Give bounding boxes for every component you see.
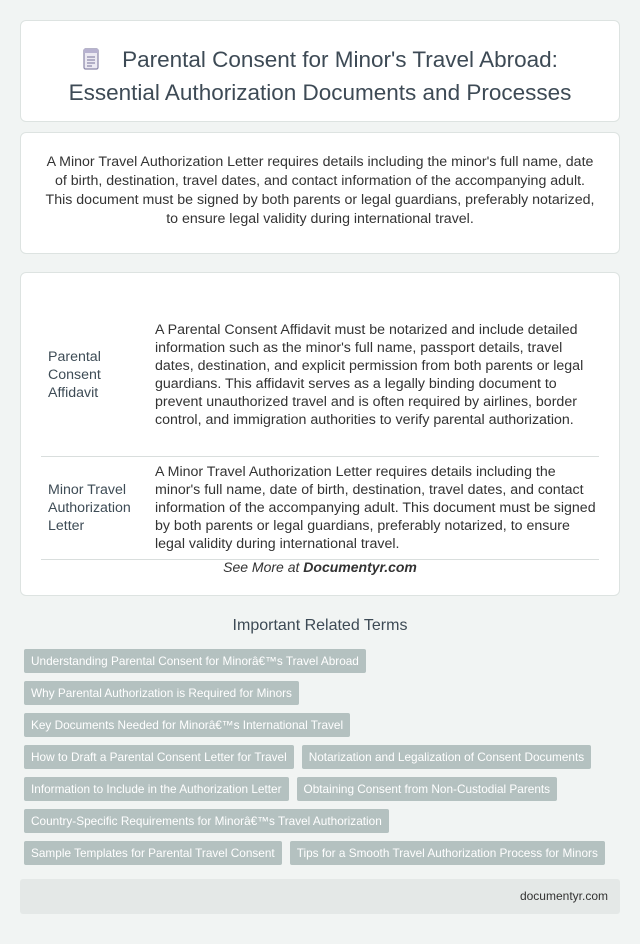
- related-term-tag[interactable]: How to Draft a Parental Consent Letter for Travel: [24, 745, 294, 769]
- related-term-tag[interactable]: Sample Templates for Parental Travel Consent: [24, 841, 282, 865]
- related-term-tag[interactable]: Understanding Parental Consent for Minorâ€™s Travel Abroad: [24, 649, 366, 673]
- term-cell: Parental Consent Affidavit: [41, 295, 151, 456]
- footer: [20, 879, 620, 914]
- footer-site-link[interactable]: documentyr.com: [519, 889, 608, 903]
- related-terms-list: [24, 649, 624, 873]
- table-row: [41, 295, 599, 456]
- related-terms-heading: Important Related Terms: [232, 617, 408, 634]
- title-line-2: Essential Authorization Documents and Processes: [68, 80, 572, 105]
- related-term-tag[interactable]: Notarization and Legalization of Consent Documents: [302, 745, 591, 769]
- description-cell: A Parental Consent Affidavit must be notarized and include detailed information such as the minor's full name, passport details, travel dates, destination, and explicit permission from both parents or legal guardians. This affidavit serves as a legally binding document to prevent unauthorized travel and is often required by airlines, border control, and immigration authorities to verify parental authorization.: [151, 295, 599, 456]
- see-more-site[interactable]: Documentyr.com: [303, 559, 417, 575]
- related-term-tag[interactable]: Why Parental Authorization is Required for Minors: [24, 681, 299, 705]
- see-more-link[interactable]: [21, 559, 619, 575]
- title-line-1: Parental Consent for Minor's Travel Abroad:: [122, 47, 558, 72]
- document-icon: [82, 48, 100, 78]
- title-card: [20, 20, 620, 122]
- description-cell: A Minor Travel Authorization Letter requires details including the minor's full name, date of birth, destination, travel dates, and contact information of the accompanying adult. This document must be signed by both parents or legal guardians, preferably notarized, to ensure legal validity during international travel.: [151, 456, 599, 559]
- related-term-tag[interactable]: Key Documents Needed for Minorâ€™s International Travel: [24, 713, 350, 737]
- summary-card: [20, 132, 620, 254]
- related-term-tag[interactable]: Tips for a Smooth Travel Authorization Process for Minors: [290, 841, 605, 865]
- related-term-tag[interactable]: Country-Specific Requirements for Minorâ€™s Travel Authorization: [24, 809, 389, 833]
- summary-text: A Minor Travel Authorization Letter requires details including the minor's full name, date of birth, destination, travel dates, and contact information of the accompanying adult. This document must be signed by both parents or legal guardians, preferably notarized, to ensure legal validity during international travel.: [45, 154, 595, 227]
- related-term-tag[interactable]: Information to Include in the Authorization Letter: [24, 777, 289, 801]
- see-more-prefix: See More at: [223, 559, 304, 575]
- page-title: [41, 45, 599, 108]
- related-term-tag[interactable]: Obtaining Consent from Non-Custodial Parents: [297, 777, 558, 801]
- table-row: [41, 456, 599, 559]
- term-cell: Minor Travel Authorization Letter: [41, 456, 151, 559]
- definitions-table: [41, 295, 599, 560]
- definitions-card: [20, 272, 620, 596]
